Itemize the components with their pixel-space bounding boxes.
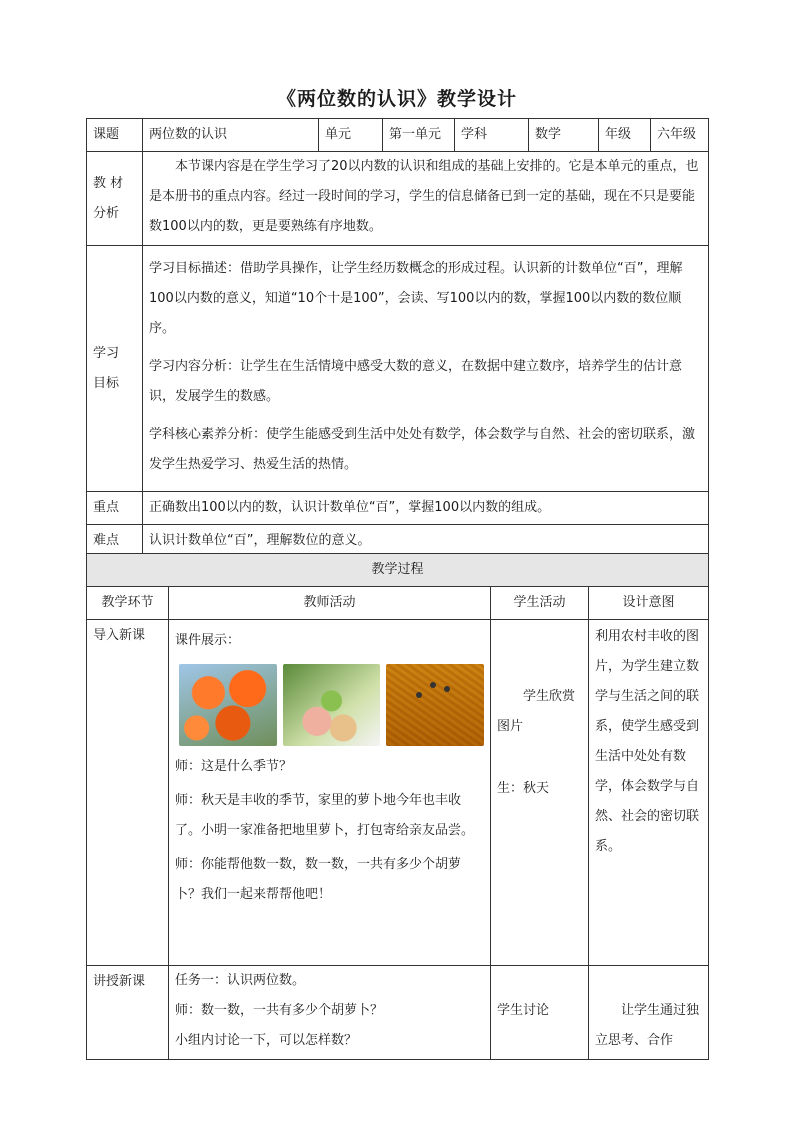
goals-content-analysis: 学习内容分析：让学生在生活情境中感受大数的意义，在数据中建立数序，培养学生的估计意识，发展学生的数感。: [149, 359, 683, 404]
row1-teacher-q1: 师：这是什么季节？: [175, 759, 293, 774]
row2-stage: 讲授新课: [87, 966, 169, 1060]
goals-content: [143, 246, 709, 492]
row1-intent-text: 利用农村丰收的图片，为学生建立数学与生活之间的联系，使学生感受到生活中处处有数学，体会数学与自然、社会的密切联系。: [595, 629, 700, 854]
unit-label: 单元: [319, 119, 383, 152]
row1-stage: 导入新课: [87, 620, 169, 966]
analysis-text: 本节课内容是在学生学习了20以内数的认识和组成的基础上安排的。它是本单元的重点，也是本册书的重点内容。经过一段时间的学习，学生的信息储备已到一定的基础，现在不只是要能数100以内的数，更是要熟练有序地数。: [149, 159, 699, 234]
row2-teacher-q2: 小组内讨论一下，可以怎样数？: [175, 1033, 358, 1048]
photo-strip: [179, 664, 484, 746]
row1-teacher-q3: 师：你能帮他数一数，数一数，一共有多少个胡萝卜？我们一起来帮帮他吧！: [175, 857, 462, 902]
goals-core-literacy: 学科核心素养分析：使学生能感受到生活中处处有数学，体会数学与自然、社会的密切联系，激发学生热爱学习、热爱生活的热情。: [149, 427, 696, 472]
analysis-label-b: 分析: [93, 205, 120, 221]
row1-teacher-intro: 课件展示：: [175, 633, 241, 648]
row1-intent: [589, 620, 709, 966]
process-header: 教学过程: [87, 554, 709, 587]
row1-teacher-q2: 师：秋天是丰收的季节，家里的萝卜地今年也丰收了。小明一家准备把地里萝卜，打包寄给亲友品尝。: [175, 793, 475, 838]
grade-label: 年级: [599, 119, 651, 152]
col-teacher: 教师活动: [169, 587, 491, 620]
row1-student-answer: 生：秋天: [497, 781, 550, 796]
info-table: [86, 118, 709, 558]
row2-teacher-task: 任务一：认识两位数。: [175, 973, 306, 988]
persimmon-photo: [179, 664, 277, 746]
key-label: 重点: [87, 492, 143, 525]
topic-value: 两位数的认识: [143, 119, 319, 152]
col-stage: 教学环节: [87, 587, 169, 620]
process-table: [86, 553, 709, 1060]
goals-description: 学习目标描述：借助学具操作，让学生经历数概念的形成过程。认识新的计数单位“百”，理解100以内数的意义，知道“10个十是100”，会读、写100以内的数，掌握100以内数的数位顺序。: [149, 261, 683, 336]
row2-teacher: [169, 966, 491, 1060]
row2-student-activity: 学生讨论: [497, 1003, 550, 1018]
topic-label: 课题: [87, 119, 143, 152]
subject-label: 学科: [455, 119, 529, 152]
difficulty-text: 认识计数单位“百”，理解数位的意义。: [143, 525, 709, 558]
unit-value: 第一单元: [383, 119, 455, 152]
analysis-label-a: 教 材: [93, 175, 124, 191]
row1-teacher: [169, 620, 491, 966]
key-text: 正确数出100以内的数，认识计数单位“百”，掌握100以内数的组成。: [143, 492, 709, 525]
row1-student: [491, 620, 589, 966]
difficulty-label: 难点: [87, 525, 143, 558]
grade-value: 六年级: [651, 119, 709, 152]
row2-intent-text: 让学生通过独立思考、合作: [595, 1003, 700, 1048]
row1-student-activity: 学生欣赏图片: [497, 689, 576, 734]
col-student: 学生活动: [491, 587, 589, 620]
grain-field-photo: [386, 664, 484, 746]
analysis-content: [143, 152, 709, 246]
page-title: 《两位数的认识》教学设计: [276, 88, 517, 110]
goals-label-b: 目标: [93, 375, 120, 391]
col-intent: 设计意图: [589, 587, 709, 620]
row2-teacher-q1: 师：数一数，一共有多少个胡萝卜？: [175, 1003, 384, 1018]
row2-intent: [589, 966, 709, 1060]
apple-photo: [283, 664, 381, 746]
analysis-label: [87, 152, 143, 246]
row2-student: [491, 966, 589, 1060]
goals-label-a: 学习: [93, 345, 120, 361]
subject-value: 数学: [529, 119, 599, 152]
goals-label: [87, 246, 143, 492]
